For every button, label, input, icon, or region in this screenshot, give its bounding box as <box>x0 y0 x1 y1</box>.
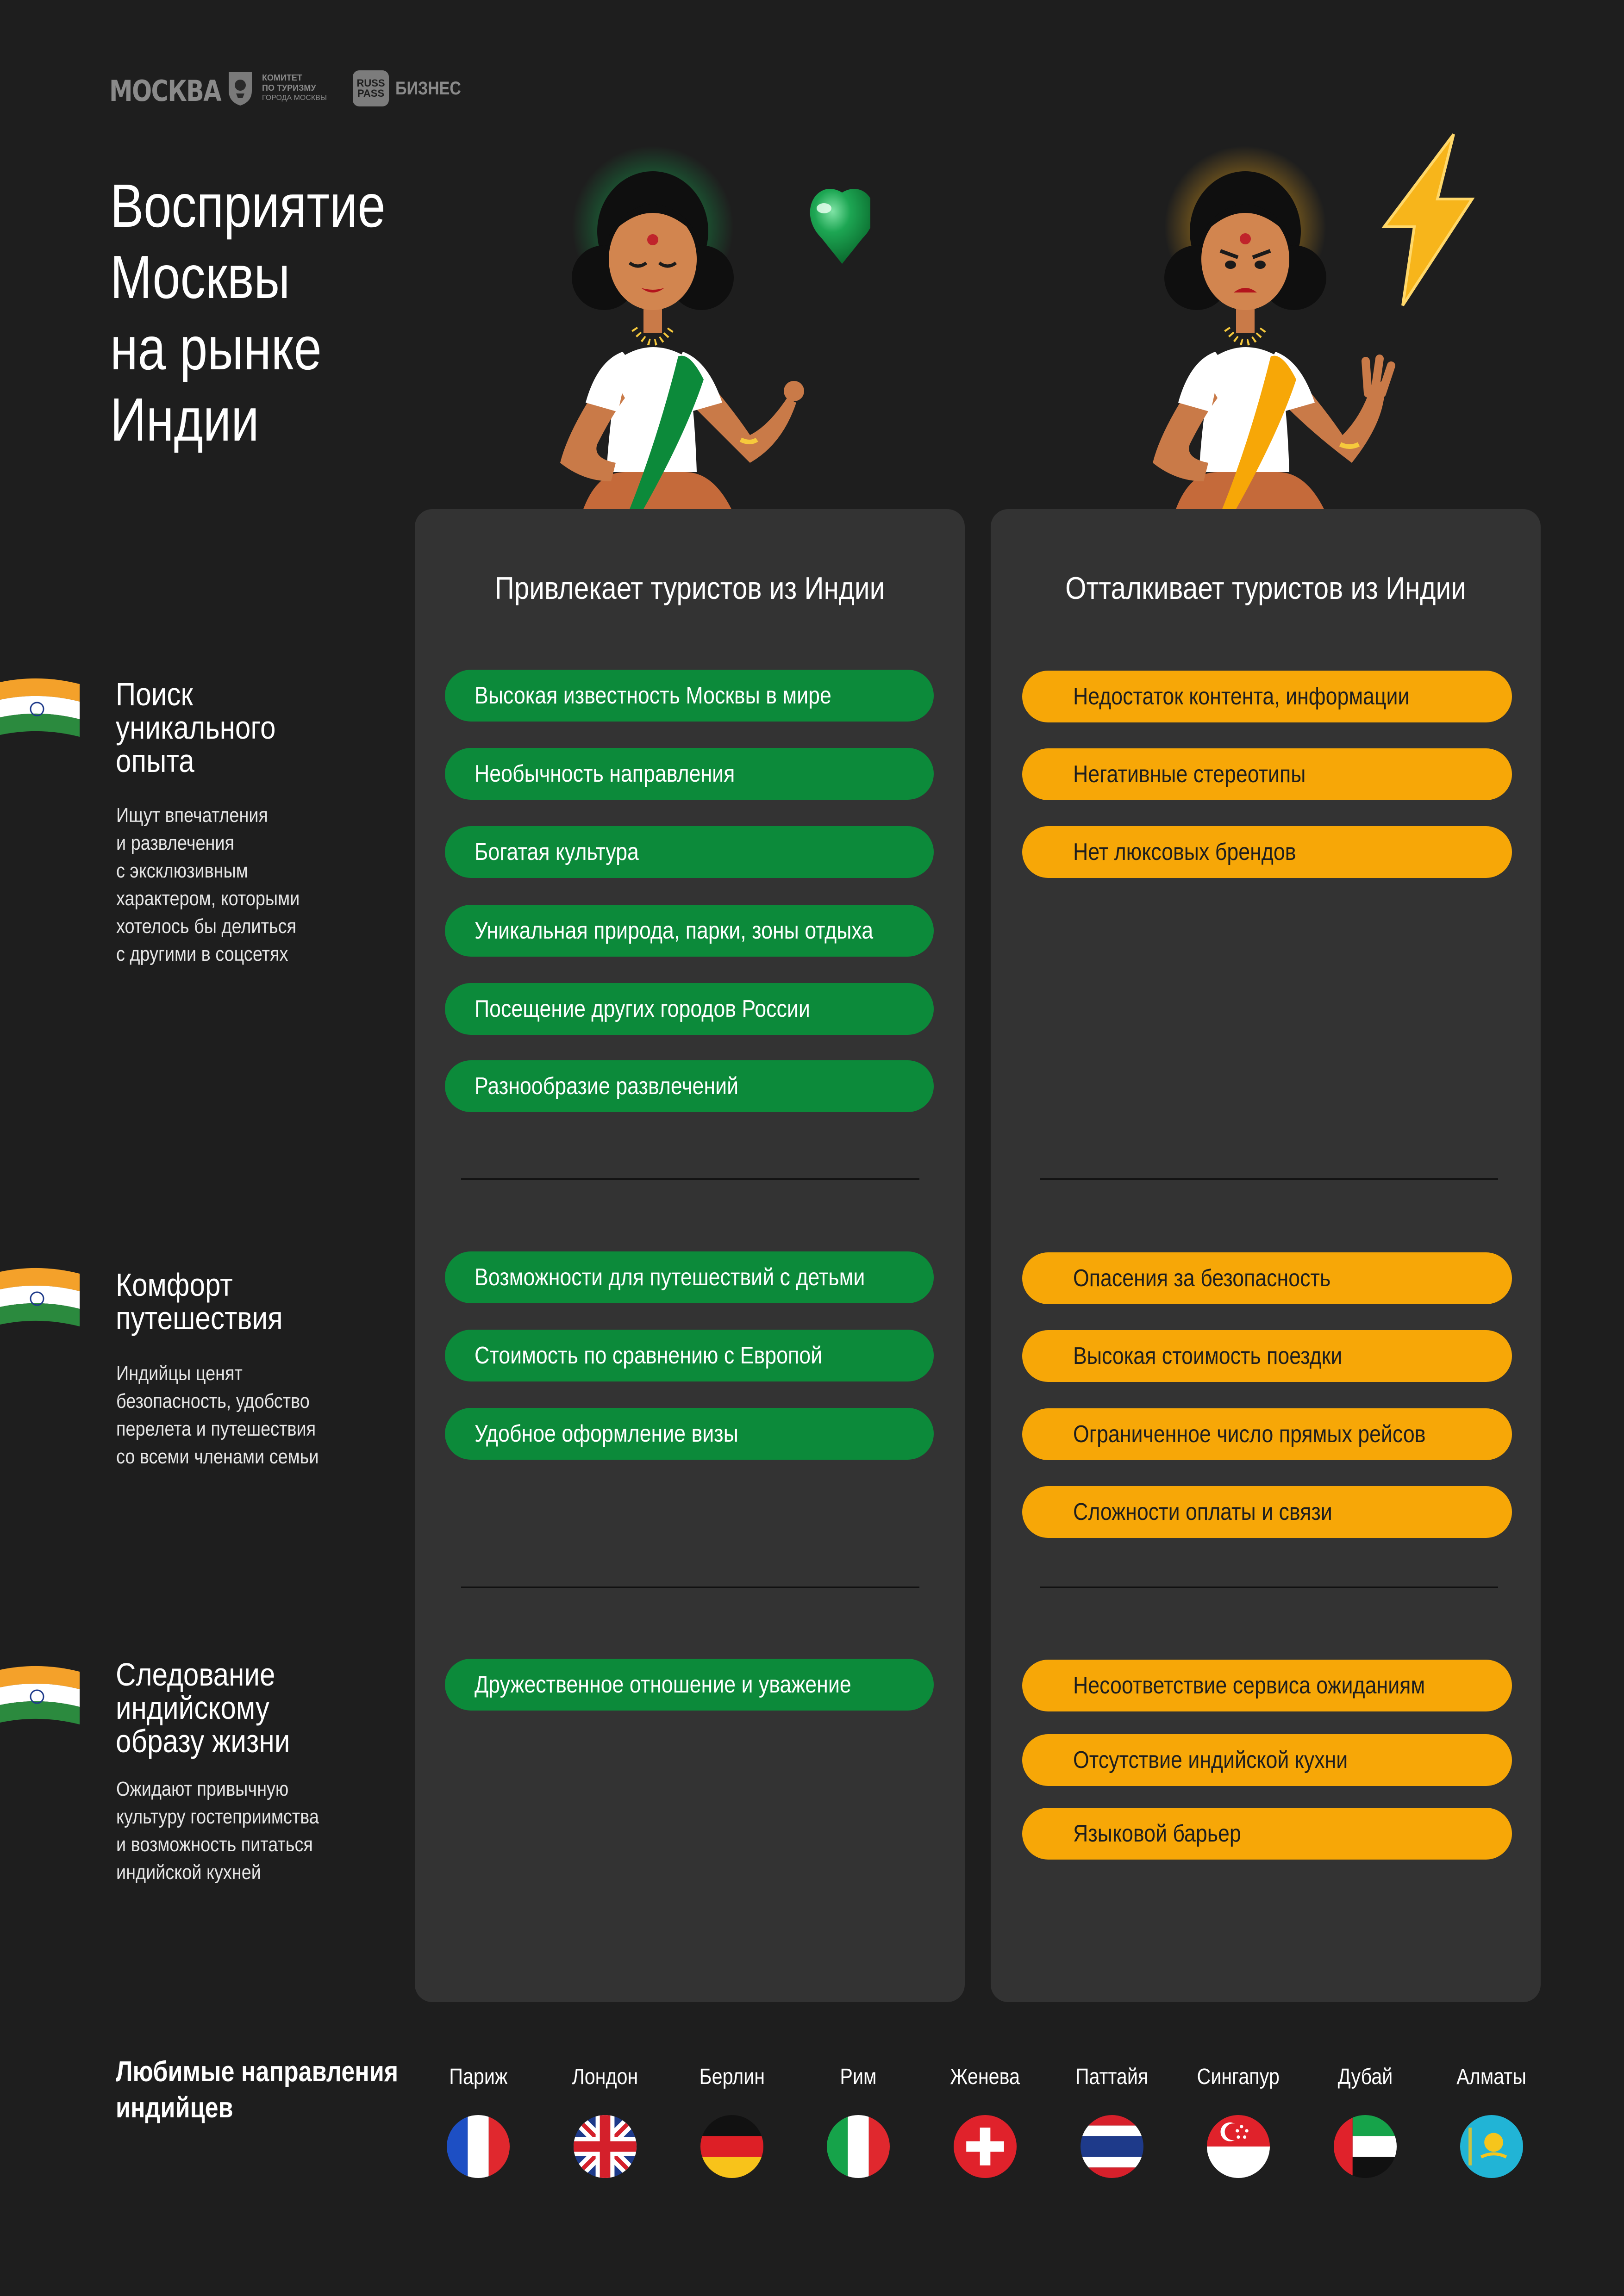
repel-factor-pill: Опасения за безопасность <box>1022 1252 1512 1304</box>
desc-line: Ожидают привычную <box>116 1778 289 1800</box>
destination-almaty <box>1436 2064 1547 2090</box>
section-divider <box>461 1587 919 1588</box>
italy-flag-icon <box>827 2115 890 2178</box>
section-title-line: Комфорт <box>116 1267 233 1303</box>
destination-berlin <box>676 2064 787 2090</box>
uk-flag-icon <box>574 2115 637 2178</box>
section-description <box>116 802 300 968</box>
attracts-column-heading: Привлекает туристов из Индии <box>494 571 885 606</box>
repel-factor-pill: Сложности оплаты и связи <box>1022 1486 1512 1538</box>
desc-line: Индийцы ценят <box>116 1362 243 1385</box>
repel-factor-pill: Высокая стоимость поездки <box>1022 1330 1512 1382</box>
tourism-committee-logo <box>226 69 327 106</box>
attract-factor-pill: Необычность направления <box>445 748 934 800</box>
desc-line: безопасность, удобство <box>116 1390 310 1412</box>
desc-line: Ищут впечатления <box>116 804 268 827</box>
destination-rome <box>803 2064 914 2090</box>
desc-line: перелета и путешествия <box>116 1418 316 1440</box>
section-description <box>116 1775 319 1886</box>
destination-london <box>550 2064 661 2090</box>
destination-name: Алматы <box>1456 2065 1527 2089</box>
section-title-line: образу жизни <box>116 1723 290 1759</box>
section-title-line: Следование <box>116 1656 275 1692</box>
moscow-emblem-icon <box>226 69 255 106</box>
switzerland-flag-icon <box>954 2115 1017 2178</box>
destination-pattaya <box>1056 2064 1168 2090</box>
page-title <box>110 170 386 455</box>
title-line: Москвы <box>110 243 290 311</box>
title-line: Индии <box>110 386 259 454</box>
section-title-line: Поиск <box>116 676 193 712</box>
repel-factor-pill: Несоответствие сервиса ожиданиям <box>1022 1660 1512 1711</box>
section-description <box>116 1360 319 1471</box>
happy-indian-woman-illustration <box>491 139 870 509</box>
france-flag-icon <box>447 2115 510 2178</box>
india-flag-icon <box>0 1267 80 1328</box>
thailand-flag-icon <box>1081 2115 1143 2178</box>
section-divider <box>461 1178 919 1180</box>
destination-name: Париж <box>449 2065 508 2089</box>
india-flag-icon <box>0 678 80 739</box>
attract-factor-pill: Дружественное отношение и уважение <box>445 1659 934 1711</box>
attract-factor-pill: Возможности для путешествий с детьми <box>445 1251 934 1303</box>
destination-name: Сингапур <box>1197 2065 1280 2089</box>
singapore-flag-icon <box>1207 2115 1270 2178</box>
attract-factor-pill: Богатая культура <box>445 826 934 878</box>
russpass-business-label: БИЗНЕС <box>395 78 461 99</box>
destination-paris <box>423 2064 534 2090</box>
desc-line: с другими в соцсетях <box>116 943 288 965</box>
committee-line-3: ГОРОДА МОСКВЫ <box>262 94 327 102</box>
title-line: на рынке <box>110 314 322 382</box>
repel-factor-pill: Недостаток контента, информации <box>1022 671 1512 722</box>
attract-factor-pill: Стоимость по сравнению с Европой <box>445 1330 934 1381</box>
russpass-badge <box>353 70 389 106</box>
destination-name: Рим <box>840 2065 877 2089</box>
desc-line: культуру гостеприимства <box>116 1805 319 1828</box>
section-title-line: индийскому <box>116 1690 270 1726</box>
repels-column-heading: Отталкивает туристов из Индии <box>1065 571 1466 606</box>
desc-line: и развлечения <box>116 832 235 854</box>
destination-geneva <box>930 2064 1041 2090</box>
title-line: Восприятие <box>110 172 386 240</box>
destinations-title-line: Любимые направления <box>116 2056 399 2088</box>
section-title-line: опыта <box>116 743 194 779</box>
committee-line-1: КОМИТЕТ <box>262 73 302 82</box>
repel-factor-pill: Ограниченное число прямых рейсов <box>1022 1408 1512 1460</box>
destination-name: Паттайя <box>1075 2065 1149 2089</box>
section-title-line: уникального <box>116 709 276 746</box>
kazakhstan-flag-icon <box>1460 2115 1523 2178</box>
destination-name: Женева <box>950 2065 1020 2089</box>
russpass-logo <box>353 70 473 106</box>
destination-dubai <box>1310 2064 1421 2090</box>
desc-line: и возможность питаться <box>116 1833 313 1856</box>
section-title-unique-experience <box>116 678 275 778</box>
favorite-destinations-title <box>116 2054 398 2126</box>
germany-flag-icon <box>700 2115 763 2178</box>
russpass-line-2: PASS <box>357 87 385 99</box>
section-title-travel-comfort <box>116 1268 283 1335</box>
desc-line: со всеми членами семьи <box>116 1445 319 1468</box>
repel-factor-pill: Нет люксовых брендов <box>1022 826 1512 878</box>
attract-factor-pill: Высокая известность Москвы в мире <box>445 670 934 722</box>
repel-factor-pill: Отсутствие индийской кухни <box>1022 1734 1512 1786</box>
section-title-line: путешествия <box>116 1300 283 1336</box>
section-divider <box>1040 1587 1498 1588</box>
india-flag-icon <box>0 1665 80 1726</box>
repel-factor-pill: Языковой барьер <box>1022 1808 1512 1860</box>
moskva-logo: МОСКВА <box>109 74 221 108</box>
destination-singapore <box>1183 2064 1294 2090</box>
section-divider <box>1040 1178 1498 1180</box>
destinations-title-line: индийцев <box>116 2092 233 2124</box>
attract-factor-pill: Разнообразие развлечений <box>445 1060 934 1112</box>
attract-factor-pill: Посещение других городов России <box>445 983 934 1035</box>
angry-indian-woman-illustration <box>1083 120 1500 509</box>
russpass-line-1: RUSS <box>356 77 385 89</box>
committee-line-2: ПО ТУРИЗМУ <box>262 83 316 93</box>
repel-factor-pill: Негативные стереотипы <box>1022 748 1512 800</box>
desc-line: хотелось бы делиться <box>116 915 297 938</box>
attract-factor-pill: Удобное оформление визы <box>445 1408 934 1460</box>
uae-flag-icon <box>1334 2115 1397 2178</box>
desc-line: индийской кухней <box>116 1861 261 1884</box>
section-title-indian-lifestyle <box>116 1658 290 1758</box>
desc-line: с эксклюзивным <box>116 859 248 882</box>
destination-name: Берлин <box>699 2065 765 2089</box>
destination-name: Лондон <box>572 2065 638 2089</box>
attract-factor-pill: Уникальная природа, парки, зоны отдыха <box>445 905 934 957</box>
destination-name: Дубай <box>1337 2065 1393 2089</box>
desc-line: характером, которыми <box>116 887 300 910</box>
